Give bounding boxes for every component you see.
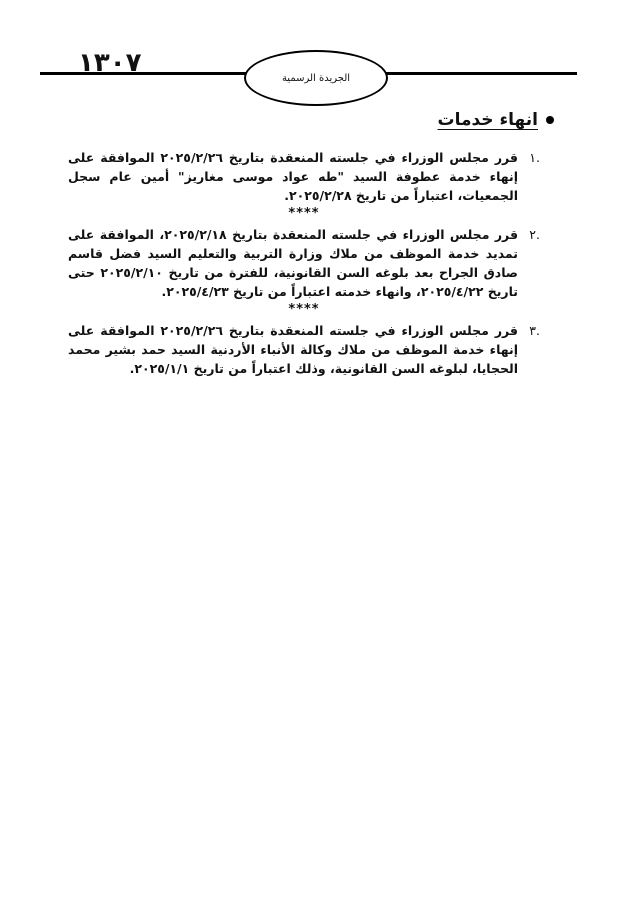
item-text: قرر مجلس الوزراء في جلسته المنعقدة بتاريخ ٢٠٢٥/٢/٢٦ الموافقة على إنهاء خدمة عطوفة السيد "طه عواد موسى مغاريز" أمين عام سجل الجمعيات، اعتباراً من تاريخ ٢٠٢٥/٢/٢٨. — [68, 150, 518, 203]
item-number: .٣ — [529, 323, 540, 338]
separator: **** — [288, 206, 320, 221]
item-text: قرر مجلس الوزراء في جلسته المنعقدة بتاريخ ٢٠٢٥/٢/٢٦ الموافقة على إنهاء خدمة الموظف من ملاك وكالة الأنباء الأردنية السيد حمد بشير محمد الحجايا، لبلوغه السن القانونية، وذلك اعتباراً من تاريخ ٢٠٢٥/١/١. — [68, 323, 518, 376]
section-title: انهاء خدمات — [437, 110, 538, 130]
bullet-icon — [546, 116, 554, 124]
page-number: ١٣٠٧ — [78, 48, 142, 78]
gazette-title-oval — [244, 50, 388, 106]
item-number: .٢ — [529, 227, 540, 242]
decision-item-1 — [68, 148, 540, 205]
section-heading — [438, 110, 555, 130]
decision-item-3 — [68, 321, 540, 378]
item-text: قرر مجلس الوزراء في جلسته المنعقدة بتاريخ ٢٠٢٥/٢/١٨، الموافقة على تمديد خدمة الموظف من ملاك وزارة التربية والتعليم السيد فضل قاسم صادق الجراح بعد بلوغه السن القانونية، للفترة من تاريخ ٢٠٢٥/٢/١٠ حتى تاريخ ٢٠٢٥/٤/٢٢، وانهاء خدمته اعتباراً من تاريخ ٢٠٢٥/٤/٢٣. — [68, 227, 519, 299]
decision-item-2 — [68, 225, 540, 301]
decisions-list — [68, 148, 540, 378]
item-number: .١ — [529, 150, 540, 165]
separator: **** — [288, 302, 320, 317]
gazette-title: الجريدة الرسمية — [281, 72, 351, 84]
